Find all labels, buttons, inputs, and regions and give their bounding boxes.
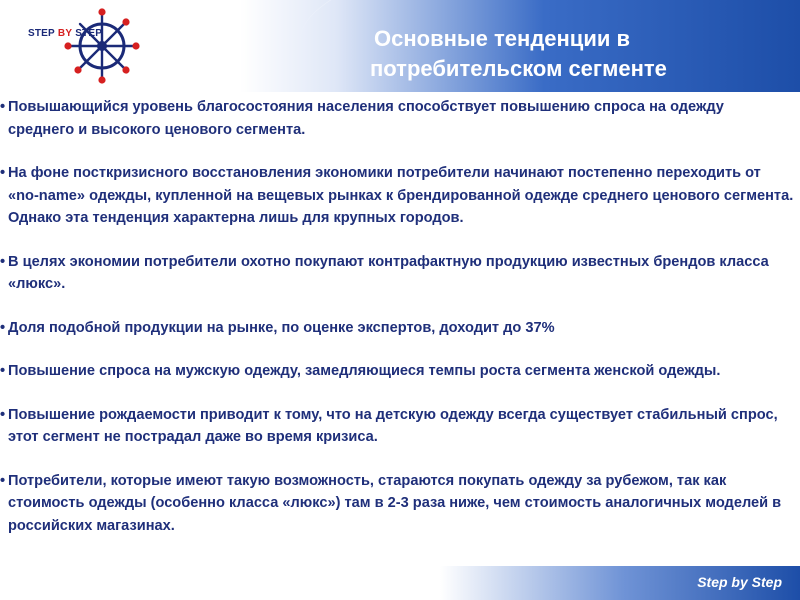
- bullet-item: • Повышение рождаемости приводит к тому, что на детскую одежду всегда существует стабильный спрос, этот сегмент не пострадал даже во время кризиса.: [2, 404, 794, 449]
- footer-brand: Step by Step: [697, 574, 782, 590]
- bullet-marker-icon: •: [0, 319, 6, 336]
- step-by-step-logo: [6, 4, 146, 88]
- bullet-marker-icon: •: [0, 253, 6, 270]
- bullet-item: • В целях экономии потребители охотно покупают контрафактную продукцию известных брендов класса «люкс».: [2, 251, 794, 296]
- bullet-marker-icon: •: [0, 165, 6, 181]
- title-line-2: потребительском сегменте: [370, 56, 667, 81]
- bullet-marker-icon: •: [0, 363, 6, 379]
- bullet-list: [2, 96, 794, 558]
- bullet-item: • Потребители, которые имеют такую возможность, стараются покупать одежду за рубежом, так как стоимость одежды (особенно класса «люкс») там в 2-3 раза ниже, чем стоимость аналогичных моделей в российских магазинах.: [2, 470, 794, 538]
- bullet-marker-icon: •: [0, 99, 6, 115]
- wheel-logo-icon: [6, 4, 146, 88]
- logo-text: STEP BY STEP: [28, 28, 103, 39]
- bullet-item: • Доля подобной продукции на рынке, по оценке экспертов, доходит до 37%: [2, 317, 794, 340]
- bullet-item: • На фоне посткризисного восстановления экономики потребители начинают постепенно переходить от «no-name» одежды, купленной на вещевых рынках к брендированной одежде среднего ценового сегмента. Однако эта тенденция характерна лишь для крупных городов.: [2, 162, 794, 230]
- title-line-1: Основные тенденции в: [374, 26, 631, 51]
- bullet-marker-icon: •: [0, 472, 6, 489]
- bullet-item: • Повышение спроса на мужскую одежду, замедляющиеся темпы роста сегмента женской одежды.: [2, 360, 794, 383]
- bullet-item: • Повышающийся уровень благосостояния населения способствует повышению спроса на одежду среднего и высокого ценового сегмента.: [2, 96, 794, 141]
- bullet-marker-icon: •: [0, 406, 6, 423]
- footer-bar: [0, 566, 800, 600]
- page-title: [360, 24, 780, 84]
